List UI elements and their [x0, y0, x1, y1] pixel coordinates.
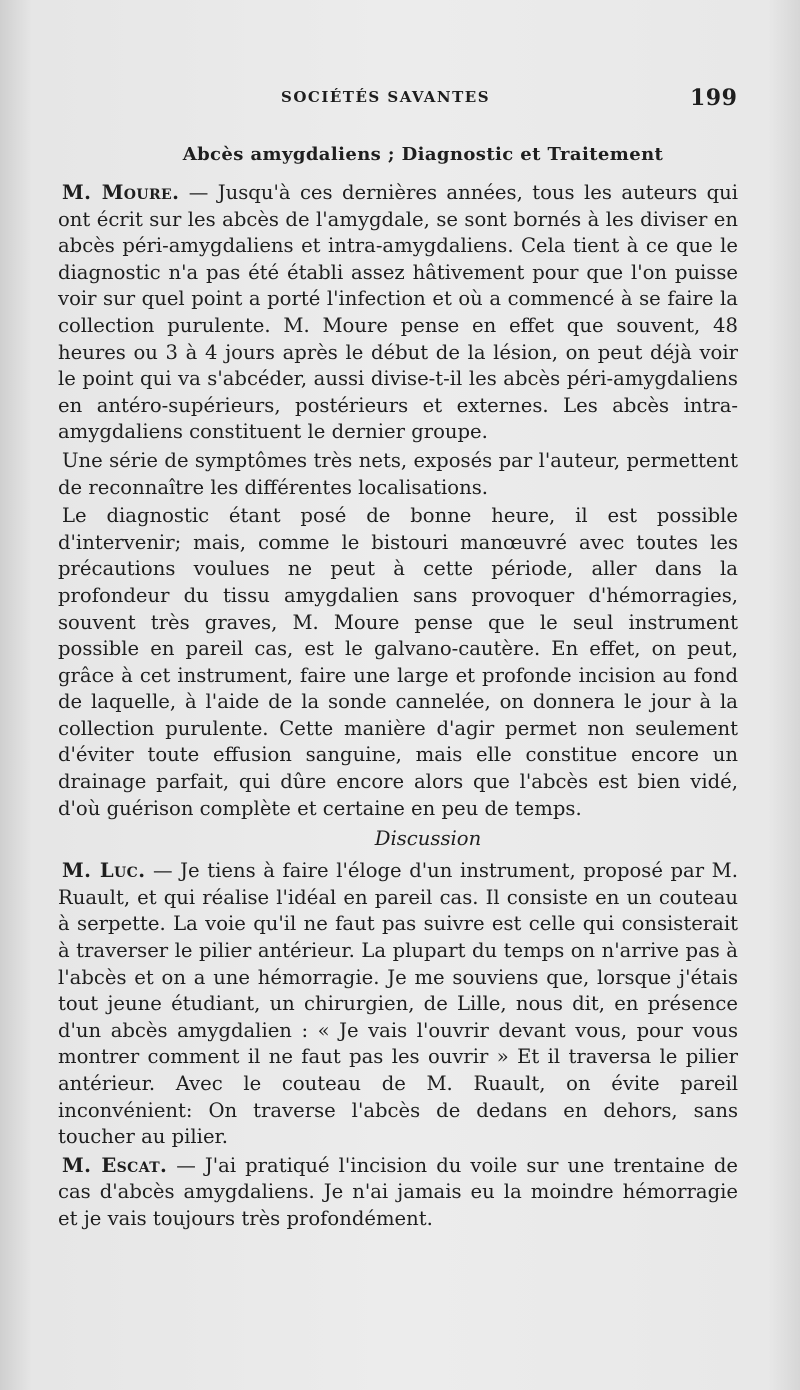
speaker-name: M. Escat. — [62, 1153, 168, 1177]
paragraph-symptoms — [58, 448, 738, 501]
paragraph-text: — Je tiens à faire l'éloge d'un instrument, proposé par M. Ruault, et qui réalise l'idéal en pareil cas. Il consiste en un couteau à serpette. La voie qu'il ne faut pas suivre est celle qui consisterait à traverser le pilier antérieur. La plupart du temps on n'arrive pas à l'abcès et on a une hémorragie. Je me souviens que, lorsque j'étais tout jeune étudiant, un chirurgien, de Lille, nous dit, en présence d'un abcès amygdalien : « Je vais l'ouvrir devant vous, pour vous montrer comment il ne faut pas les ouvrir » Et il traversa le pilier antérieur. Avec le couteau de M. Ruault, on évite pareil inconvénient: On traverse l'abcès de dedans en dehors, sans toucher au pilier. — [58, 859, 738, 1149]
paragraph-escat — [58, 1153, 738, 1233]
paragraph-text: Une série de symptômes très nets, exposés par l'auteur, permettent de reconnaître les différentes localisations. — [58, 448, 738, 499]
page-number: 199 — [690, 85, 738, 111]
speaker-name: M. Luc. — [62, 859, 146, 883]
paragraph-text: — J'ai pratiqué l'incision du voile sur une trentaine de cas d'abcès amygdaliens. Je n'ai jamais eu la moindre hémorragie et je vais toujours très profondément. — [58, 1153, 738, 1230]
paragraph-diagnosis — [58, 503, 738, 822]
running-header — [0, 85, 800, 114]
paragraph-moure — [58, 180, 738, 446]
speaker-name: M. Moure. — [62, 181, 180, 204]
discussion-heading: Discussion — [374, 827, 482, 851]
paragraph-luc — [58, 858, 738, 1151]
running-title: SOCIÉTÉS SAVANTES — [281, 88, 491, 106]
paragraph-text: — Jusqu'à ces dernières années, tous les auteurs qui ont écrit sur les abcès de l'amygdale, se sont bornés à les diviser en abcès péri-amygdaliens et intra-amygdaliens. Cela tient à ce que le diagnostic n'a pas été établi assez hâtivement pour que l'on puisse voir sur quel point a porté l'infection et où a commencé à se faire la collection purulente. M. Moure pense en effet que souvent, 48 heures ou 3 à 4 jours après le début de la lésion, on peut déjà voir le point qui va s'abcéder, aussi divise-t-il les abcès péri-amygdaliens en antéro-supérieurs, postérieurs et externes. Les abcès intra-amygdaliens constituent le dernier groupe. — [58, 181, 738, 444]
paragraph-text: Le diagnostic étant posé de bonne heure, il est possible d'intervenir; mais, comme le bistouri manœuvré avec toutes les précautions voulues ne peut à cette période, aller dans la profondeur du tissu amygdalien sans provoquer d'hémorragies, souvent très graves, M. Moure pense que le seul instrument possible en pareil cas, est le galvano-cautère. En effet, on peut, grâce à cet instrument, faire une large et profonde incision au fond de laquelle, à l'aide de la sonde cannelée, on donnera le jour à la collection purulente. Cette manière d'agir permet non seulement d'éviter toute effusion sanguine, mais elle constitue encore un drainage parfait, qui dûre encore alors que l'abcès est bien vidé, d'où guérison complète et certaine en peu de temps. — [58, 504, 738, 820]
section-title: Abcès amygdaliens ; Diagnostic et Traitement — [182, 144, 664, 165]
article-body — [58, 138, 738, 1233]
